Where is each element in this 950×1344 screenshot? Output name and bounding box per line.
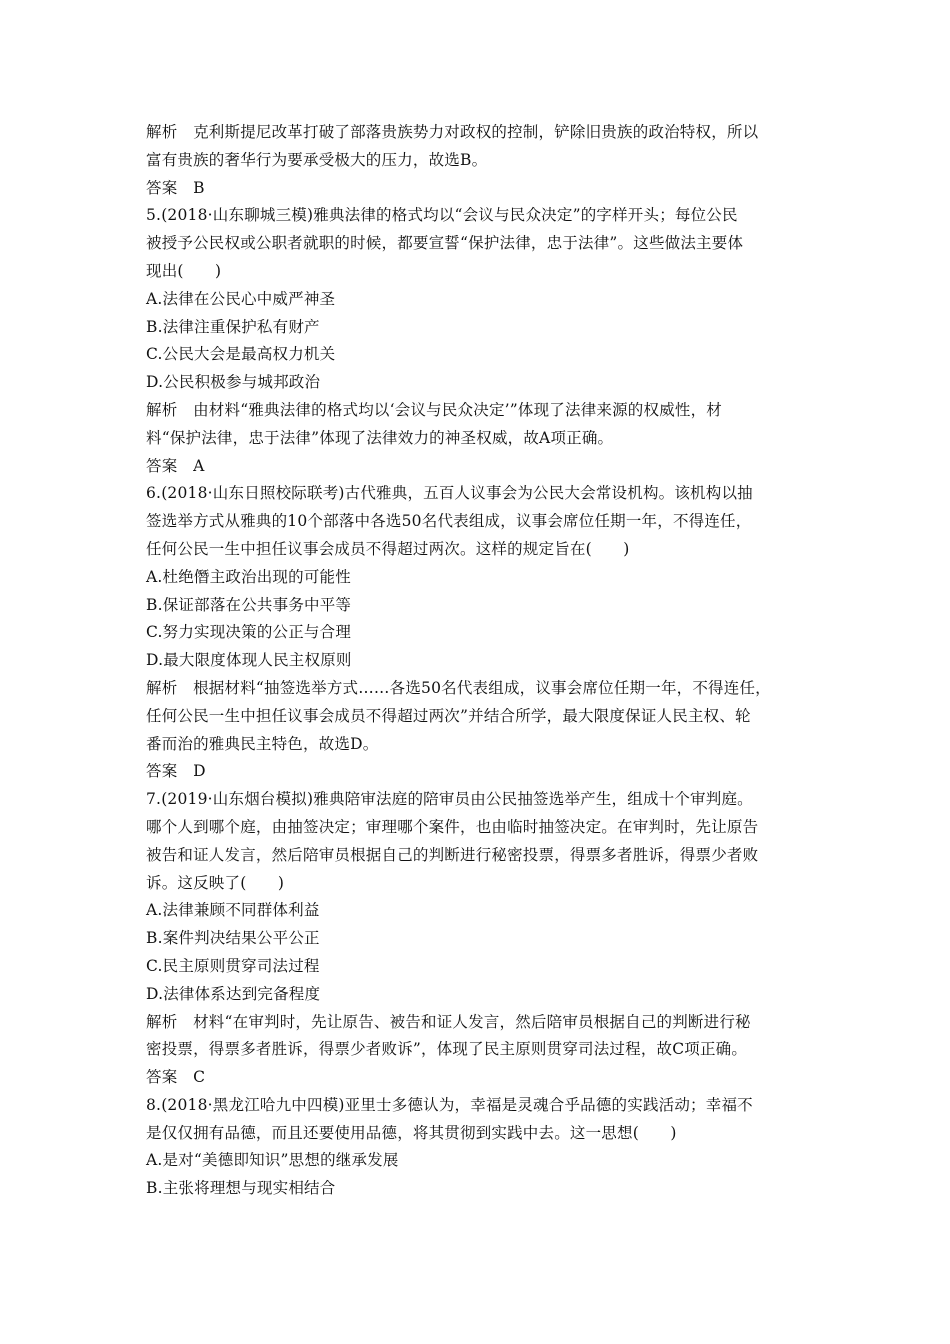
text-line: 哪个人到哪个庭，由抽签决定；审理哪个案件，也由临时抽签决定。在审判时，先让原告: [146, 817, 759, 836]
document-page: [146, 119, 820, 1203]
text-line: C.公民大会是最高权力机关: [146, 345, 336, 364]
text-line: D.公民积极参与城邦政治: [146, 373, 321, 392]
text-line: D.法律体系达到完备程度: [146, 984, 321, 1003]
text-line: A.法律在公民心中威严神圣: [146, 289, 336, 308]
text-line: 任何公民一生中担任议事会成员不得超过两次。这样的规定旨在( ): [146, 539, 630, 558]
text-line: 被告和证人发言，然后陪审员根据自己的判断进行秘密投票，得票多者胜诉，得票少者败: [146, 845, 759, 864]
text-line: 解析 材料“在审判时，先让原告、被告和证人发言，然后陪审员根据自己的判断进行秘: [146, 1012, 751, 1031]
text-line: A.法律兼顾不同群体利益: [146, 901, 320, 920]
text-line: B.法律注重保护私有财产: [146, 317, 320, 336]
text-line: 现出( ): [146, 261, 222, 280]
text-line: 签选举方式从雅典的10个部落中各选50名代表组成，议事会席位任期一年，不得连任，: [146, 512, 752, 531]
text-line: B.案件判决结果公平公正: [146, 929, 320, 948]
text-line: A.杜绝僭主政治出现的可能性: [146, 567, 351, 586]
text-line: 密投票，得票多者胜诉，得票少者败诉”，体现了民主原则贯穿司法过程，故C项正确。: [146, 1040, 748, 1059]
text-line: B.主张将理想与现实相结合: [146, 1179, 336, 1198]
text-line: 答案 B: [146, 178, 205, 197]
text-line: 6.(2018·山东日照校际联考)古代雅典，五百人议事会为公民大会常设机构。该机构以抽: [146, 484, 753, 503]
text-line: 答案 C: [146, 1068, 206, 1087]
text-line: 是仅仅拥有品德，而且还要使用品德，将其贯彻到实践中去。这一思想( ): [146, 1123, 677, 1142]
text-line: 5.(2018·山东聊城三模)雅典法律的格式均以“会议与民众决定”的字样开头；每位公民: [146, 206, 738, 225]
text-line: 解析 克利斯提尼改革打破了部落贵族势力对政权的控制，铲除旧贵族的政治特权，所以: [146, 123, 759, 141]
text-line: A.是对“美德即知识”思想的继承发展: [146, 1151, 399, 1170]
text-line: 解析 由材料“雅典法律的格式均以‘会议与民众决定’”体现了法律来源的权威性，材: [146, 400, 723, 419]
text-line: 番而治的雅典民主特色，故选D。: [146, 734, 379, 753]
text-line: C.努力实现决策的公正与合理: [146, 623, 352, 642]
text-line: 任何公民一生中担任议事会成员不得超过两次”并结合所学，最大限度保证人民主权、轮: [146, 706, 751, 725]
text-line: 料“保护法律，忠于法律”体现了法律效力的神圣权威，故A项正确。: [146, 428, 614, 447]
text-line: B.保证部落在公共事务中平等: [146, 595, 352, 614]
text-line: 解析 根据材料“抽签选举方式……各选50名代表组成，议事会席位任期一年，不得连任，: [146, 678, 771, 697]
text-line: 答案 A: [146, 456, 205, 475]
text-line: 答案 D: [146, 762, 206, 781]
text-line: C.民主原则贯穿司法过程: [146, 956, 320, 975]
text-line: 富有贵族的奢华行为要承受极大的压力，故选B。: [146, 150, 488, 169]
text-line: 7.(2019·山东烟台模拟)雅典陪审法庭的陪审员由公民抽签选举产生，组成十个审判庭。: [146, 790, 753, 809]
text-line: 8.(2018·黑龙江哈九中四模)亚里士多德认为，幸福是灵魂合乎品德的实践活动；幸福不: [146, 1095, 753, 1114]
text-line: 诉。这反映了( ): [146, 873, 285, 892]
text-line: 被授予公民权或公职者就职的时候，都要宣誓“保护法律，忠于法律”。这些做法主要体: [146, 234, 744, 253]
text-line: D.最大限度体现人民主权原则: [146, 651, 352, 670]
